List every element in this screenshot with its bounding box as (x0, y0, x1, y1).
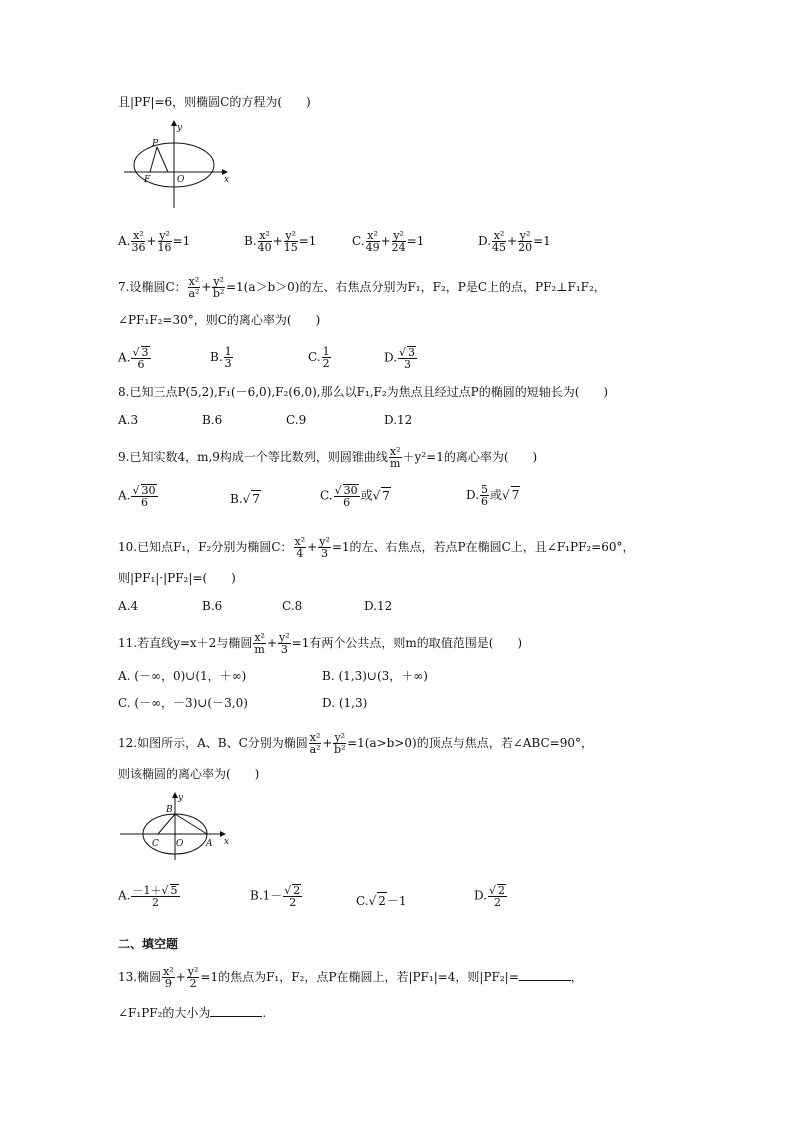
q10-stem: 10.已知点F₁，F₂分别为椭圆C： $\frac{\text{x²}}{4}$ + $\frac{\text{y²}}{3}$ =1的左、右焦点，若点P在椭圆C上，且∠F₁PF₂=60°， (118, 535, 635, 560)
q13-stem-line2: ∠F₁PF₂的大小为 . (118, 1006, 267, 1020)
q12-stem: 12.如图所示，A、B、C分别为椭圆 $\frac{\text{x²}}{\text{a²}}$ + $\frac{\text{y²}}{\text{b²}}$ =1(a>b>0)的顶点与焦点，若∠ABC=90°， (118, 731, 593, 756)
q13-stem: 13.椭圆 $\frac{\text{x²}}{9}$ + $\frac{\text{y²}}{2}$ =1的焦点为F₁，F₂，点P在椭圆上，若|PF₁|=4，则|PF₂|= ， (118, 965, 583, 990)
q7-option-d[interactable]: D. $\frac{√ 3}{3}$ (384, 346, 416, 371)
q9-option-c[interactable]: C. $\frac{√ 30}{6}$ 或√ 7 (320, 484, 390, 509)
q12-option-d[interactable]: D. $\frac{√ 2}{2}$ (474, 884, 506, 909)
q8-option-c[interactable]: C.9 (286, 413, 307, 427)
label-x: x (224, 837, 230, 847)
label-x: x (224, 175, 230, 185)
q11-option-d[interactable]: D. (1,3) (322, 696, 368, 710)
q10-option-b[interactable]: B.6 (202, 599, 223, 613)
label-b: B (166, 805, 173, 815)
q7-stem-line2: ∠PF₁F₂=30°，则C的离心率为( ) (118, 313, 321, 327)
label-o: O (176, 839, 184, 849)
label-p: P (152, 139, 159, 149)
q7-option-c[interactable]: C. $\frac{1}{2}$ (308, 345, 330, 370)
q10-option-c[interactable]: C.8 (282, 599, 303, 613)
q11-option-b[interactable]: B. (1,3)∪(3，＋∞) (322, 669, 428, 683)
q12-option-b[interactable]: B.1－ $\frac{√ 2}{2}$ (250, 884, 301, 909)
q6-option-b[interactable]: B. $\frac{\text{x²}}{40}$ + $\frac{\text{y²}}{15}$ =1 (244, 229, 317, 254)
q8-stem: 8.已知三点P(5,2),F₁(－6,0),F₂(6,0),那么以F₁,F₂为焦点且经过点P的椭圆的短轴长为( ) (118, 385, 609, 399)
q6-stem: 且|PF|=6，则椭圆C的方程为( ) (118, 95, 311, 109)
q9-option-b[interactable]: B.√ 7 (230, 492, 260, 506)
q7-option-a[interactable]: A. $\frac{√ 3}{6}$ (118, 346, 149, 371)
section-title-fill-blank: 二、填空题 (118, 937, 179, 951)
bc-segment (158, 814, 175, 834)
q12-ellipse-figure (120, 790, 232, 862)
q8-option-b[interactable]: B.6 (202, 413, 223, 427)
q11-option-c[interactable]: C. (－∞，－3)∪(－3,0) (118, 696, 248, 710)
q9-stem: 9.已知实数4，m,9构成一个等比数列，则圆锥曲线 $\frac{\text{x²}}{m}$ ＋y²=1的离心率为( ) (118, 445, 538, 470)
pf-segment2 (157, 147, 168, 172)
q8-option-a[interactable]: A.3 (118, 413, 139, 427)
label-y: y (178, 793, 184, 803)
q12-stem-line2: 则该椭圆的离心率为( ) (118, 767, 260, 781)
pf-segment (150, 147, 157, 172)
label-c: C (152, 839, 159, 849)
label-f: F (144, 175, 151, 185)
q9-option-a[interactable]: A. $\frac{√ 30}{6}$ (118, 484, 156, 509)
q9-option-d[interactable]: D. $\frac{5}{6}$ 或√ 7 (466, 483, 520, 508)
q12-option-c[interactable]: C.√ 2－1 (356, 894, 407, 908)
q10-stem-line2: 则|PF₁|·|PF₂|=( ) (118, 571, 236, 585)
label-o: O (177, 175, 185, 185)
q10-option-a[interactable]: A.4 (118, 599, 139, 613)
q6-option-a[interactable]: A. $\frac{\text{x²}}{36}$ + $\frac{\text{y²}}{16}$ =1 (118, 229, 191, 254)
q6-ellipse-figure (124, 118, 234, 210)
q10-option-d[interactable]: D.12 (364, 599, 393, 613)
q11-stem: 11.若直线y=x＋2与椭圆 $\frac{\text{x²}}{m}$ + $\frac{\text{y²}}{3}$ =1有两个公共点，则m的取值范围是( ) (118, 631, 523, 656)
q8-option-d[interactable]: D.12 (384, 413, 413, 427)
q7-stem: 7.设椭圆C： $\frac{\text{x²}}{\text{a²}}$ + $\frac{\text{y²}}{\text{b²}}$ =1(a＞b＞0)的左、右焦点分别为F₁，F₂，P是C上的点，PF₂⊥F₁F₂， (118, 275, 606, 300)
label-a: A (206, 839, 213, 849)
q6-option-d[interactable]: D. $\frac{\text{x²}}{45}$ + $\frac{\text{y²}}{20}$ =1 (478, 229, 551, 254)
label-y: y (177, 123, 183, 133)
q6-option-c[interactable]: C. $\frac{\text{x²}}{49}$ + $\frac{\text{y²}}{24}$ =1 (352, 229, 425, 254)
answer-blank-angle[interactable] (210, 1004, 262, 1017)
q11-option-a[interactable]: A. (－∞，0)∪(1，＋∞) (118, 669, 247, 683)
answer-blank-pf2[interactable] (519, 968, 571, 981)
q7-option-b[interactable]: B. $\frac{1}{3}$ (210, 345, 232, 370)
q12-option-a[interactable]: A. $\frac{-1+√ 5}{2}$ (118, 884, 178, 909)
